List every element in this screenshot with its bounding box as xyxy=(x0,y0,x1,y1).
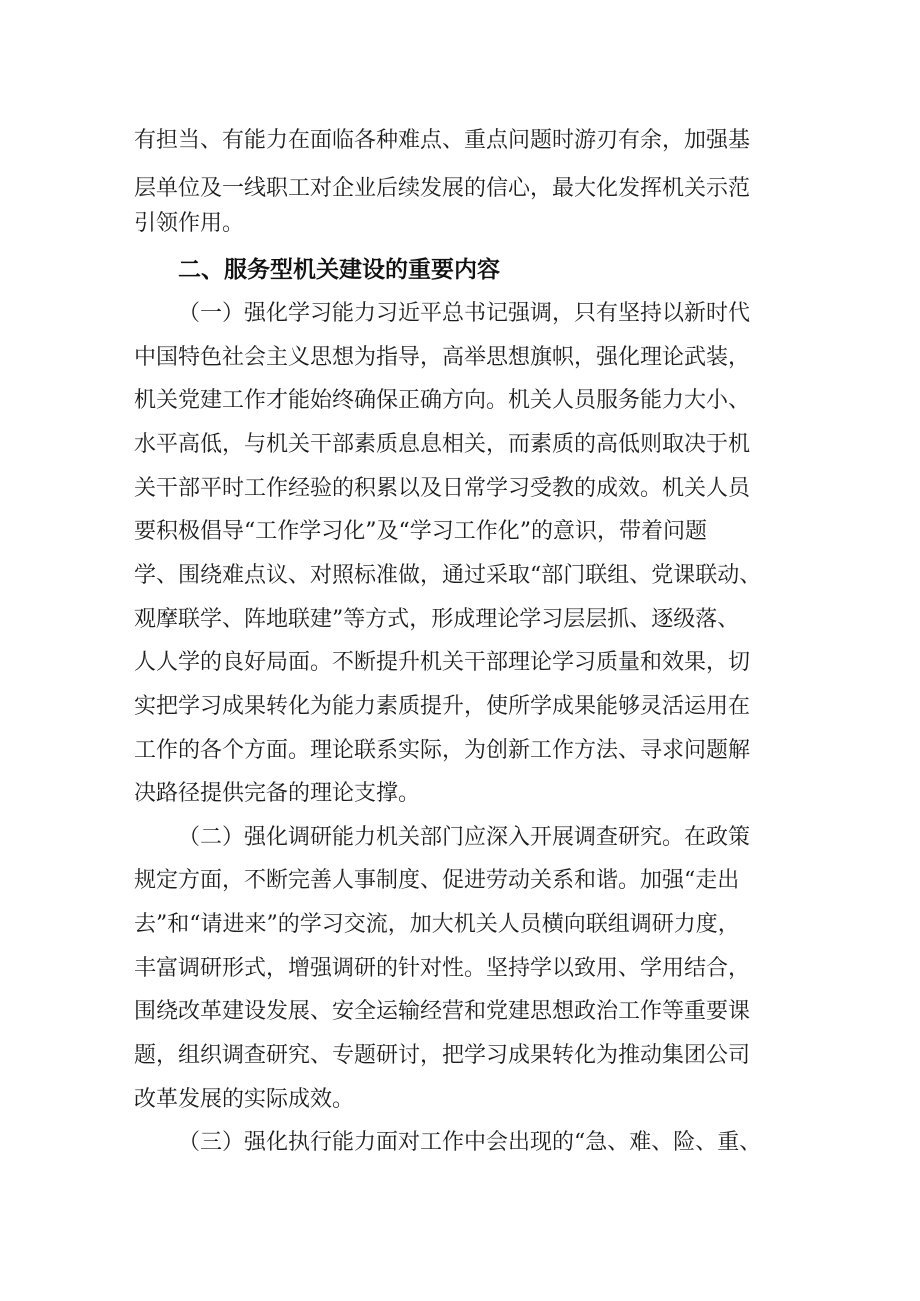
subsection-1-line-1: （一）强化学习能力习近平总书记强调，只有坚持以新时代 xyxy=(178,301,751,326)
subsection-1-line-9: 人人学的良好局面。不断提升机关干部理论学习质量和效果，切 xyxy=(134,650,751,675)
subsection-1-line-6: 要积极倡导“工作学习化”及“学习工作化”的意识，带着问题 xyxy=(134,519,707,544)
subsection-1-line-12: 决路径提供完备的理论支撑。 xyxy=(134,781,421,806)
subsection-2-line-7: 改革发展的实际成效。 xyxy=(134,1087,355,1112)
subsection-2-line-1: （二）强化调研能力机关部门应深入开展调查研究。在政策 xyxy=(178,825,751,850)
section-heading: 二、服务型机关建设的重要内容 xyxy=(178,257,500,283)
subsection-1-line-10: 实把学习成果转化为能力素质提升，使所学成果能够灵活运用在 xyxy=(134,694,751,719)
subsection-1-line-2: 中国特色社会主义思想为指导，高举思想旗帜，强化理论武装， xyxy=(134,345,751,370)
subsection-3-line-1: （三）强化执行能力面对工作中会出现的“急、难、险、重、 xyxy=(178,1130,762,1155)
subsection-1-line-5: 关干部平时工作经验的积累以及日常学习受教的成效。机关人员 xyxy=(134,476,751,501)
subsection-2-line-2: 规定方面，不断完善人事制度、促进劳动关系和谐。加强“走出 xyxy=(134,868,740,893)
subsection-1-line-7: 学、围绕难点议、对照标准做，通过采取“部门联组、党课联动、 xyxy=(134,563,762,588)
intro-line-3: 引领作用。 xyxy=(134,211,245,236)
subsection-1-line-11: 工作的各个方面。理论联系实际，为创新工作方法、寻求问题解 xyxy=(134,738,751,763)
subsection-2-line-5: 围绕改革建设发展、安全运输经营和党建思想政治工作等重要课 xyxy=(134,999,751,1024)
subsection-2-line-3: 去”和“请进来”的学习交流，加大机关人员横向联组调研力度， xyxy=(134,912,740,937)
subsection-2-line-6: 题，组织调查研究、专题研讨，把学习成果转化为推动集团公司 xyxy=(134,1043,751,1068)
intro-line-2: 层单位及一线职工对企业后续发展的信心，最大化发挥机关示范 xyxy=(134,176,751,201)
intro-line-1: 有担当、有能力在面临各种难点、重点问题时游刃有余，加强基 xyxy=(134,128,751,153)
subsection-1-line-3: 机关党建工作才能始终确保正确方向。机关人员服务能力大小、 xyxy=(134,388,751,413)
subsection-1-line-8: 观摩联学、阵地联建”等方式，形成理论学习层层抓、逐级落、 xyxy=(134,607,740,632)
subsection-2-line-4: 丰富调研形式，增强调研的针对性。坚持学以致用、学用结合， xyxy=(134,956,751,981)
subsection-1-line-4: 水平高低，与机关干部素质息息相关，而素质的高低则取决于机 xyxy=(134,432,751,457)
